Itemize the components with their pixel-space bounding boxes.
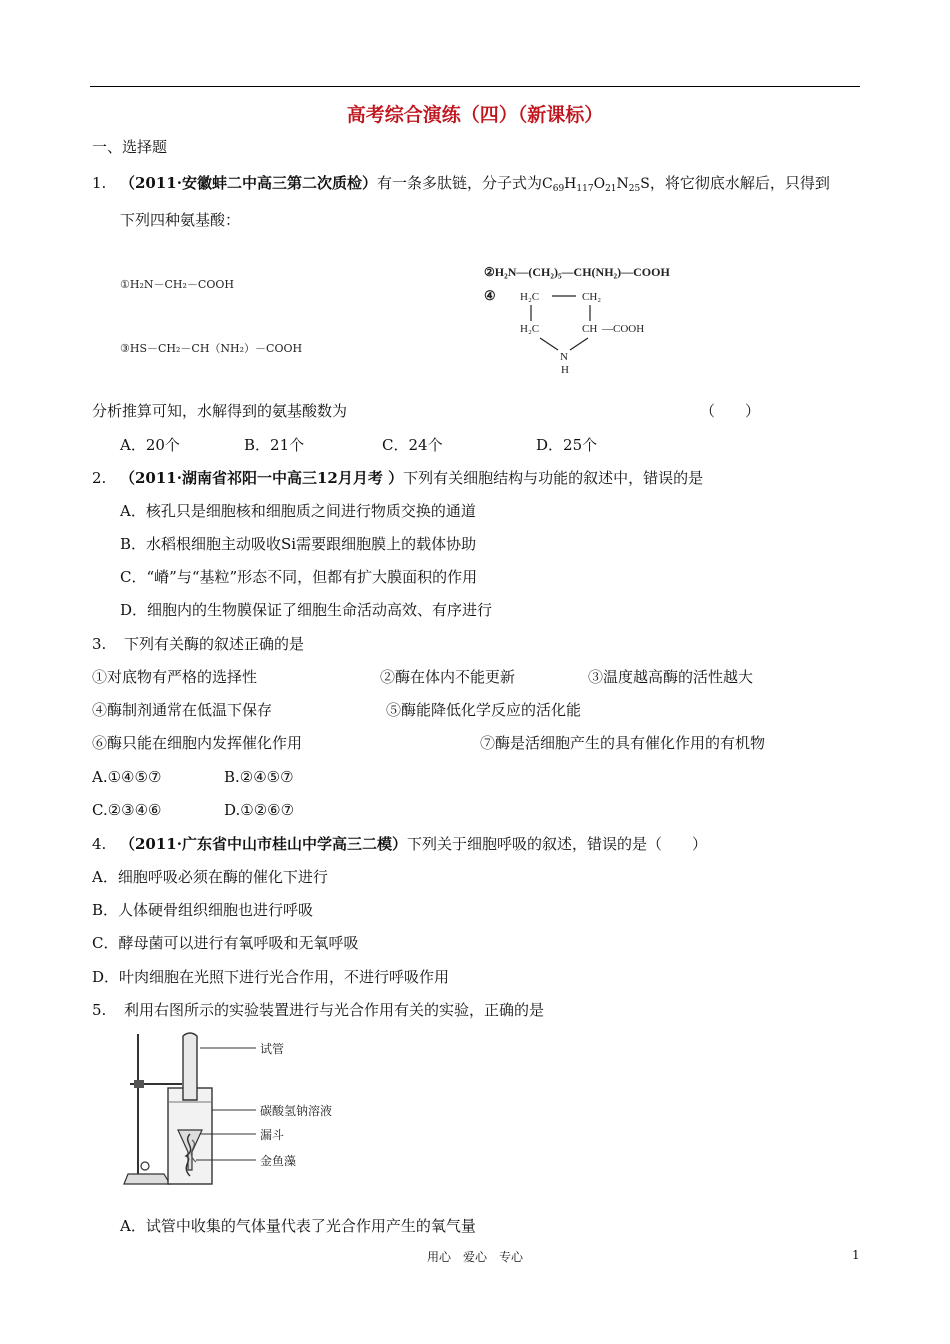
q4-line (120, 834, 707, 854)
page-title: 高考综合演练（四）（新课标） (346, 104, 604, 126)
figure-label-plant: 金鱼藻 (260, 1154, 297, 1168)
page-number: 1 (852, 1248, 860, 1262)
q1-option-d: D．25个 (536, 436, 598, 454)
amino-acid-4-structure (484, 284, 684, 376)
q1-line2: 下列四种氨基酸： (120, 211, 241, 229)
q3-number: 3. (92, 635, 107, 653)
q5-number: 5. (92, 1001, 107, 1019)
aa4-ch2-top: CH₂ (582, 291, 602, 303)
q2-option-d: D．细胞内的生物膜保证了细胞生命活动高效、有序进行 (120, 601, 493, 619)
q4-option-d: D．叶肉细胞在光照下进行光合作用，不进行呼吸作用 (92, 968, 450, 986)
footer-motto: 用心 爱心 专心 (426, 1250, 523, 1264)
q2-number: 2. (92, 469, 107, 487)
q3-option-d: D.①②⑥⑦ (224, 801, 295, 819)
q4-option-b: B．人体硬骨组织细胞也进行呼吸 (92, 901, 314, 919)
figure-label-funnel: 漏斗 (260, 1128, 285, 1142)
aa4-h: H (561, 364, 569, 376)
figure-label-test-tube: 试管 (260, 1042, 285, 1056)
experiment-apparatus-figure (120, 1030, 360, 1194)
aa4-h2c-top: H₂C (520, 291, 540, 303)
q1-number: 1. (92, 174, 107, 192)
q2-line (120, 468, 703, 488)
q4-option-c: C．酵母菌可以进行有氧呼吸和无氧呼吸 (92, 934, 359, 952)
q1-answer-blank: （ ） (700, 402, 761, 420)
q3-statement-2: ②酶在体内不能更新 (380, 668, 516, 686)
q1-option-b: B．21个 (244, 436, 305, 454)
aa4-label: ④ (484, 288, 496, 303)
aa4-ch: CH (582, 323, 598, 335)
q1-line1 (120, 173, 830, 199)
q1-stem: 分析推算可知，水解得到的氨基酸数为 (92, 402, 348, 420)
aa4-h2c-bot: H₂C (520, 323, 540, 335)
amino-acid-3: ③HS－CH₂－CH（NH₂）－COOH (120, 342, 303, 355)
q3-option-a: A.①④⑤⑦ (92, 768, 162, 786)
q2-option-c: C．“嵴”与“基粒”形态不同，但都有扩大膜面积的作用 (120, 568, 478, 586)
q3-statement-7: ⑦酶是活细胞产生的具有催化作用的有机物 (480, 734, 766, 752)
q2-text: 下列有关细胞结构与功能的叙述中，错误的是 (403, 469, 704, 487)
q2-option-b: B．水稻根细胞主动吸收Si需要跟细胞膜上的载体协助 (120, 535, 477, 553)
q4-source: （2011·广东省中山市桂山中学高三二模） (120, 835, 407, 853)
amino-acid-2: ②H₂N—(CH₂)₅—CH(NH₂)—COOH (484, 265, 670, 279)
q4-number: 4. (92, 835, 107, 853)
q3-statement-5: ⑤酶能降低化学反应的活化能 (386, 701, 582, 719)
q5-option-a: A．试管中收集的气体量代表了光合作用产生的氧气量 (120, 1217, 476, 1235)
aa4-n: N (560, 351, 568, 363)
q1-formula: $C_{69}H_{117}O_{21}N_{25}S$ (542, 176, 650, 194)
q1-text-a: 有一条多肽链，分子式为 (376, 174, 542, 192)
q3-option-c: C.②③④⑥ (92, 801, 162, 819)
q3-statement-4: ④酶制剂通常在低温下保存 (92, 701, 273, 719)
figure-label-solution: 碳酸氢钠溶液 (260, 1104, 333, 1118)
q2-source: （2011·湖南省祁阳一中高三12月月考 ） (120, 469, 404, 487)
amino-acid-1: ①H₂N－CH₂－COOH (120, 278, 234, 291)
q5-text: 利用右图所示的实验装置进行与光合作用有关的实验，正确的是 (124, 1001, 545, 1019)
q1-text-b: ，将它彻底水解后，只得到 (649, 174, 830, 192)
q1-option-a: A．20个 (120, 436, 180, 454)
q3-option-b: B.②④⑤⑦ (224, 768, 294, 786)
q2-option-a: A．核孔只是细胞核和细胞质之间进行物质交换的通道 (120, 502, 476, 520)
q3-statement-1: ①对底物有严格的选择性 (92, 668, 258, 686)
q1-option-c: C．24个 (382, 436, 443, 454)
header-rule (90, 86, 860, 87)
aa4-cooh: —COOH (602, 323, 645, 335)
section-heading: 一、选择题 (92, 138, 168, 156)
q3-statement-6: ⑥酶只能在细胞内发挥催化作用 (92, 734, 303, 752)
q3-text: 下列有关酶的叙述正确的是 (124, 635, 305, 653)
q4-text: 下列关于细胞呼吸的叙述，错误的是（ ） (406, 835, 707, 853)
q4-option-a: A．细胞呼吸必须在酶的催化下进行 (92, 868, 328, 886)
q3-statement-3: ③温度越高酶的活性越大 (588, 668, 754, 686)
q1-source: （2011·安徽蚌二中高三第二次质检） (120, 174, 377, 192)
